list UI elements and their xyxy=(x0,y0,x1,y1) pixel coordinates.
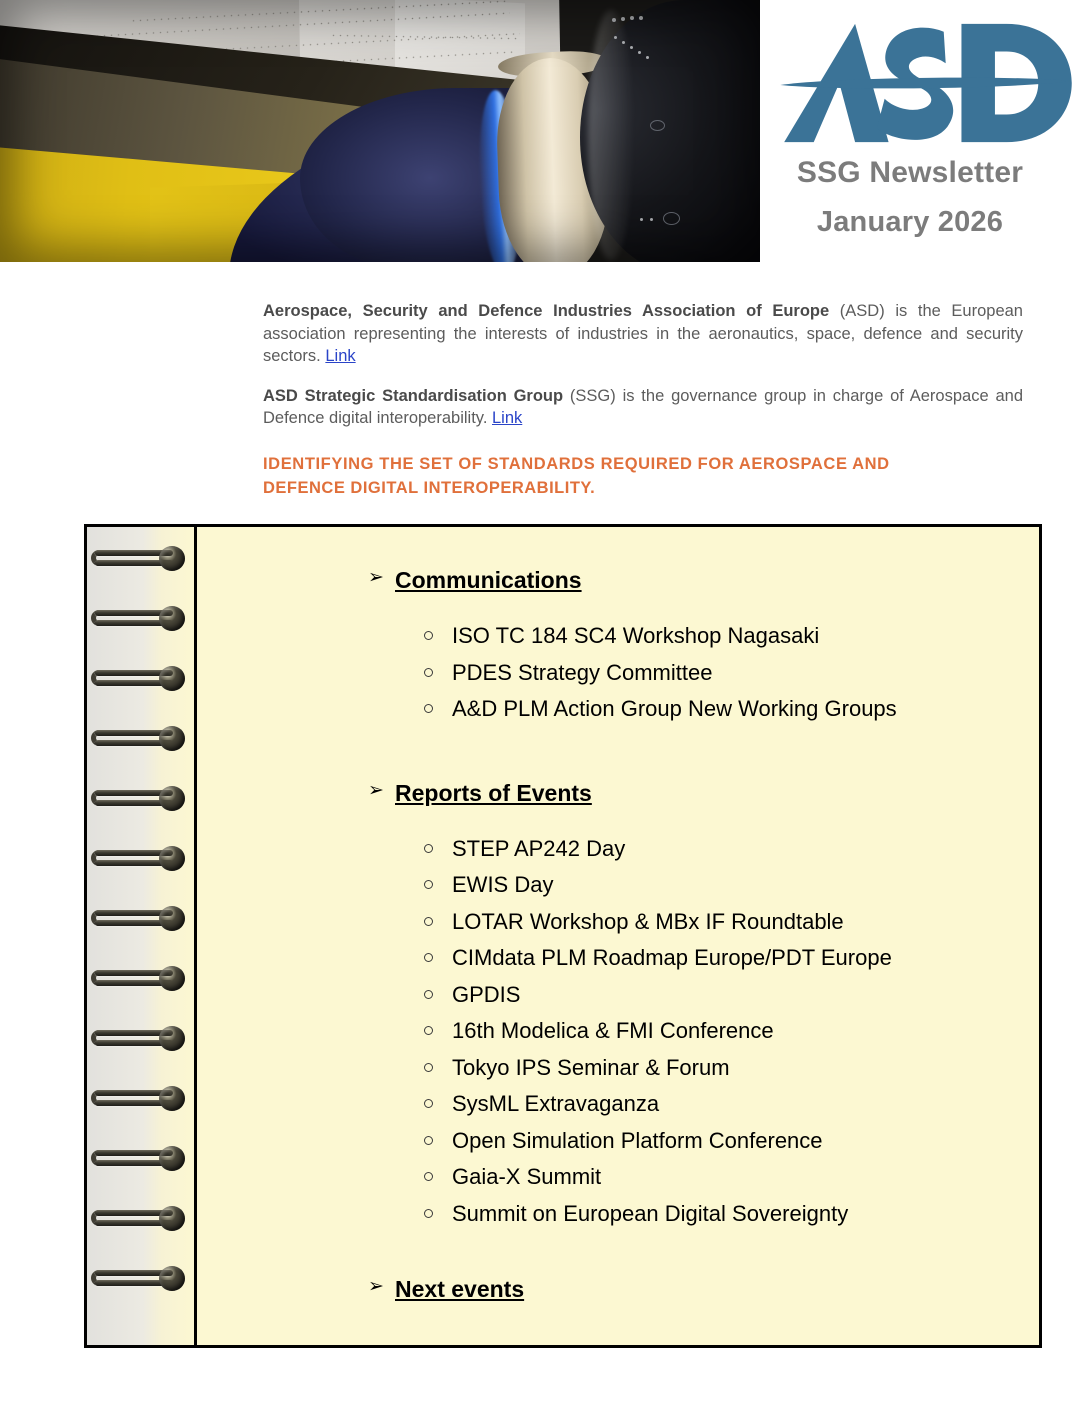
spiral-ring xyxy=(91,785,191,815)
circle-bullet-icon xyxy=(424,1136,433,1145)
circle-bullet-icon xyxy=(424,1026,433,1035)
list-item-label: Gaia-X Summit xyxy=(452,1164,602,1189)
circle-bullet-icon xyxy=(424,990,433,999)
spiral-ring xyxy=(91,845,191,875)
notepad-panel xyxy=(84,524,1042,1348)
circle-bullet-icon xyxy=(424,1099,433,1108)
section-heading-label: Communications xyxy=(395,567,582,593)
list-item-label: 16th Modelica & FMI Conference xyxy=(452,1018,774,1043)
list-item-label: Summit on European Digital Sovereignty xyxy=(452,1200,849,1226)
list-item-label: CIMdata PLM Roadmap Europe/PDT Europe xyxy=(452,945,892,970)
section-heading-reports-of-events xyxy=(368,779,1039,807)
asd-link[interactable]: Link xyxy=(325,347,356,365)
list-item-label: GPDIS xyxy=(452,981,521,1007)
communications-list xyxy=(200,618,1039,728)
spiral-ring xyxy=(91,665,191,695)
spiral-ring xyxy=(91,905,191,935)
tagline-line-1: IDENTIFYING THE SET OF STANDARDS REQUIRED FOR AEROSPACE AND xyxy=(263,454,890,473)
list-item[interactable] xyxy=(452,1123,1039,1160)
list-item[interactable] xyxy=(452,977,1039,1014)
tagline-line-2: DEFENCE DIGITAL INTEROPERABILITY. xyxy=(263,478,596,497)
list-item[interactable] xyxy=(452,1086,1039,1123)
list-item[interactable] xyxy=(452,618,1039,655)
list-item-label: SysML Extravaganza xyxy=(452,1091,660,1116)
list-item-label: EWIS Day xyxy=(452,872,554,897)
hero-aircraft-engine-photo xyxy=(0,0,760,262)
intro-paragraph-asd xyxy=(263,300,1023,368)
list-item-label: PDES Strategy Committee xyxy=(452,659,713,685)
circle-bullet-icon xyxy=(424,704,433,713)
spiral-ring xyxy=(91,1025,191,1055)
arrow-bullet-icon: ➢ xyxy=(368,567,384,588)
list-item[interactable] xyxy=(452,1050,1039,1087)
list-item-label: LOTAR Workshop & MBx IF Roundtable xyxy=(452,908,844,934)
spiral-ring xyxy=(91,605,191,635)
list-item-label: ISO TC 184 SC4 Workshop Nagasaki xyxy=(452,623,820,648)
list-item[interactable] xyxy=(452,904,1039,941)
spiral-ring xyxy=(91,1145,191,1175)
list-item[interactable] xyxy=(452,831,1039,868)
section-heading-next-events xyxy=(368,1276,1039,1303)
mission-tagline xyxy=(263,452,1021,500)
spiral-ring xyxy=(91,1085,191,1115)
asd-branding-block xyxy=(762,0,1088,266)
asd-logo-icon xyxy=(778,18,1074,148)
ssg-link[interactable]: Link xyxy=(492,409,523,427)
arrow-bullet-icon: ➢ xyxy=(368,1276,384,1297)
reports-of-events-list xyxy=(200,831,1039,1233)
intro-section xyxy=(263,300,1023,500)
arrow-bullet-icon: ➢ xyxy=(368,779,384,801)
list-item[interactable] xyxy=(452,867,1039,904)
circle-bullet-icon xyxy=(424,631,433,640)
list-item[interactable] xyxy=(452,655,1039,692)
list-item[interactable] xyxy=(452,1159,1039,1196)
section-heading-label: Next events xyxy=(395,1276,525,1302)
list-item-label: Open Simulation Platform Conference xyxy=(452,1127,823,1153)
spiral-ring xyxy=(91,965,191,995)
circle-bullet-icon xyxy=(424,844,433,853)
asd-full-name: Aerospace, Security and Defence Industries Association of Europe xyxy=(263,302,830,320)
notepad-content xyxy=(200,527,1039,1345)
asd-description: (ASD) is the European association representing the interests of industries in the aeronautics, space, defence and security sectors. xyxy=(263,302,1023,365)
circle-bullet-icon xyxy=(424,1172,433,1181)
spiral-binding xyxy=(87,527,197,1345)
spiral-ring xyxy=(91,1265,191,1295)
ssg-description: (SSG) is the governance group in charge of Aerospace and Defence digital interoperability. xyxy=(263,386,1023,427)
intro-paragraph-ssg xyxy=(263,385,1023,430)
list-item[interactable] xyxy=(452,940,1039,977)
spiral-ring xyxy=(91,1205,191,1235)
spiral-ring xyxy=(91,545,191,575)
circle-bullet-icon xyxy=(424,880,433,889)
list-item[interactable] xyxy=(452,691,1039,728)
list-item-label: STEP AP242 Day xyxy=(452,835,626,861)
list-item-label: Tokyo IPS Seminar & Forum xyxy=(452,1054,730,1080)
ssg-full-name: ASD Strategic Standardisation Group xyxy=(263,386,564,405)
page-header xyxy=(0,0,1088,266)
issue-date: January 2026 xyxy=(816,206,1004,238)
circle-bullet-icon xyxy=(424,668,433,677)
list-item[interactable] xyxy=(452,1013,1039,1050)
list-item[interactable] xyxy=(452,1196,1039,1233)
section-heading-communications xyxy=(368,567,1039,594)
newsletter-title: SSG Newsletter xyxy=(796,156,1024,189)
circle-bullet-icon xyxy=(424,953,433,962)
section-heading-label: Reports of Events xyxy=(395,779,592,806)
circle-bullet-icon xyxy=(424,917,433,926)
circle-bullet-icon xyxy=(424,1063,433,1072)
circle-bullet-icon xyxy=(424,1209,433,1218)
list-item-label: A&D PLM Action Group New Working Groups xyxy=(452,696,897,721)
spiral-ring xyxy=(91,725,191,755)
